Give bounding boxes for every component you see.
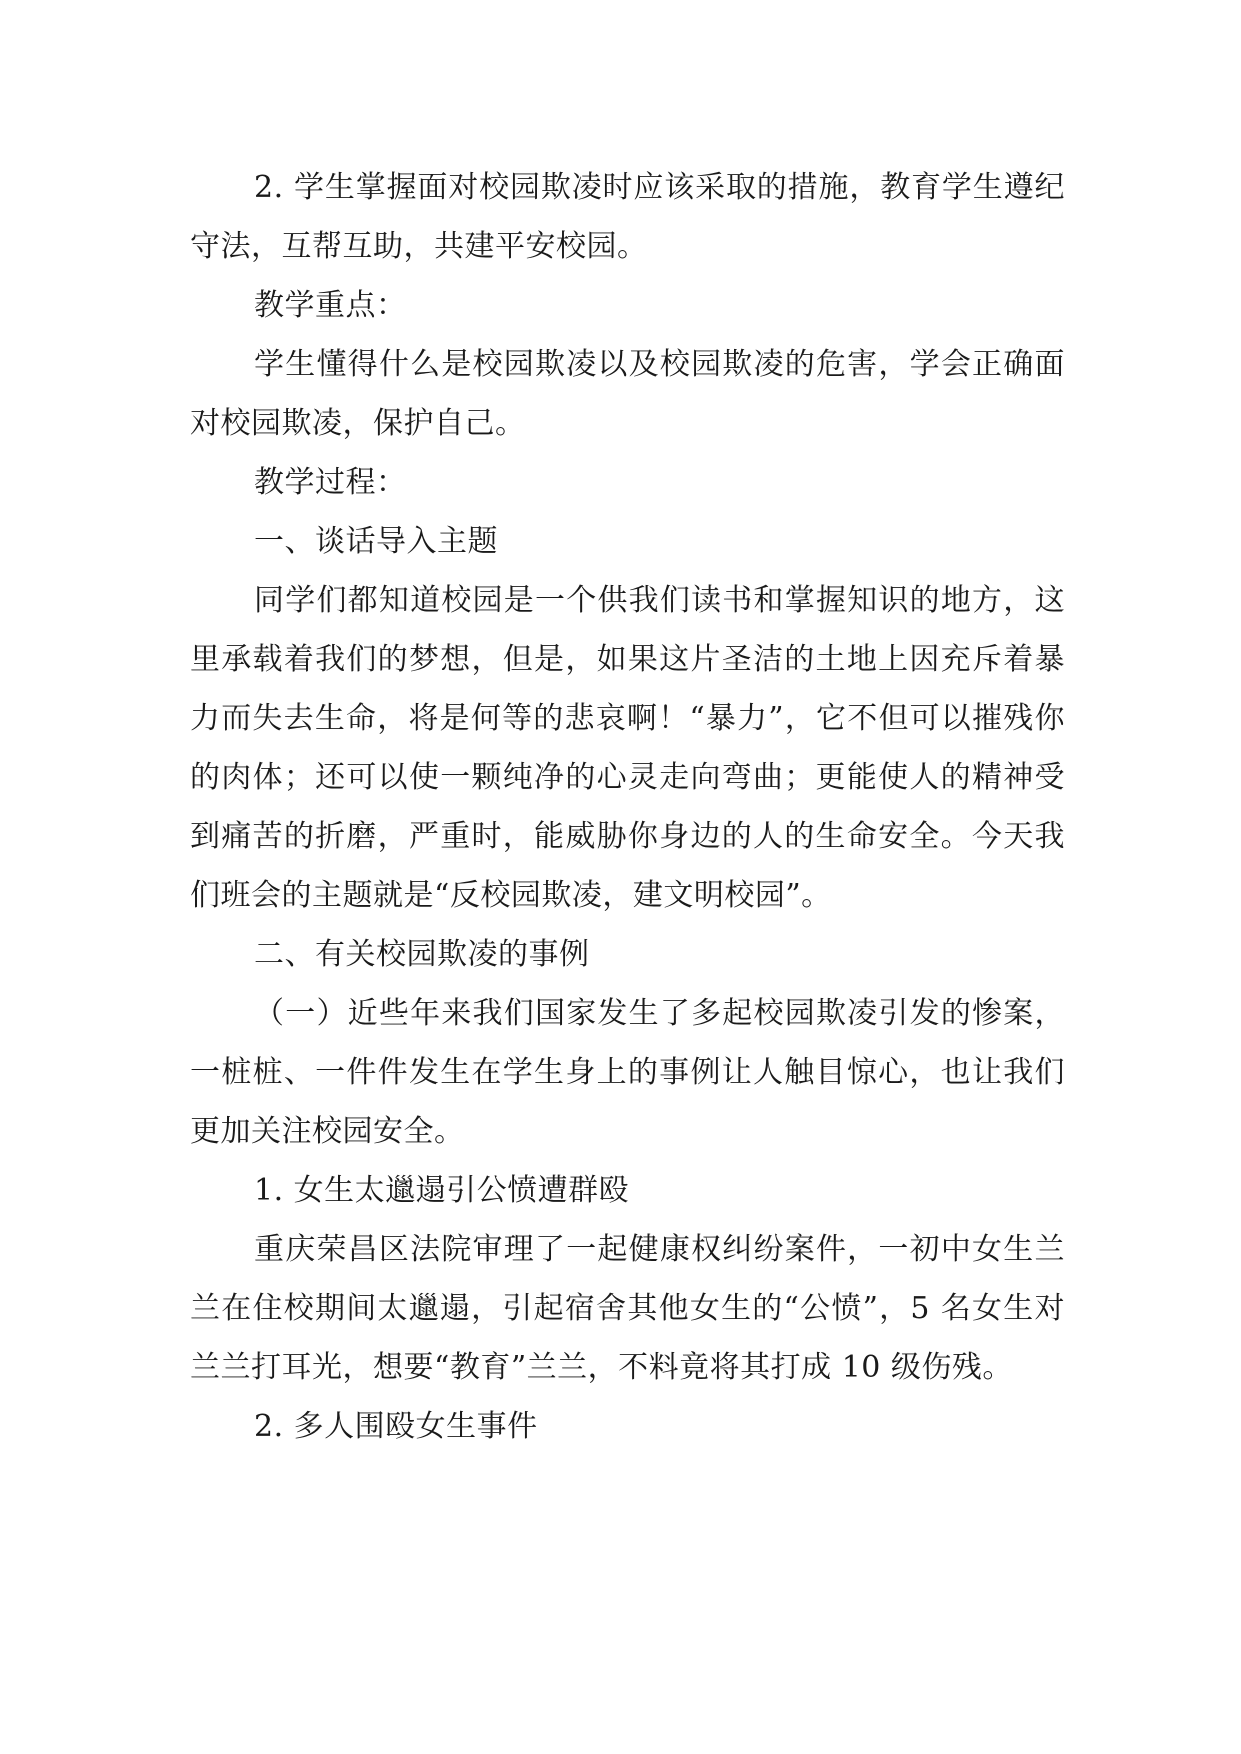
document-body [190,158,1065,1456]
heading-case-1: 1. 女生太邋遢引公愤遭群殴 [254,1173,630,1208]
paragraph-teaching-focus: 学生懂得什么是校园欺凌以及校园欺凌的危害，学会正确面对校园欺凌，保护自己。 [190,347,1065,441]
heading-section-2: 二、有关校园欺凌的事例 [254,937,590,972]
heading-teaching-process: 教学过程： [254,465,407,500]
paragraph-cases-intro: （一）近些年来我们国家发生了多起校园欺凌引发的惨案，一桩桩、一件件发生在学生身上的事例让人触目惊心，也让我们更加关注校园安全。 [190,996,1065,1149]
paragraph-objective-2: 2. 学生掌握面对校园欺凌时应该采取的措施，教育学生遵纪守法，互帮互助，共建平安校园。 [190,170,1065,264]
heading-section-1: 一、谈话导入主题 [254,524,498,559]
heading-teaching-focus: 教学重点： [254,288,407,323]
paragraph-introduction: 同学们都知道校园是一个供我们读书和掌握知识的地方，这里承载着我们的梦想，但是，如果这片圣洁的土地上因充斥着暴力而失去生命，将是何等的悲哀啊！“暴力”，它不但可以摧残你的肉体；还可以使一颗纯净的心灵走向弯曲；更能使人的精神受到痛苦的折磨，严重时，能威胁你身边的人的生命安全。今天我们班会的主题就是“反校园欺凌，建文明校园”。 [190,583,1065,913]
paragraph-case-1: 重庆荣昌区法院审理了一起健康权纠纷案件，一初中女生兰兰在住校期间太邋遢，引起宿舍其他女生的“公愤”，5 名女生对兰兰打耳光，想要“教育”兰兰，不料竟将其打成 10 级伤残。 [190,1232,1065,1385]
heading-case-2: 2. 多人围殴女生事件 [254,1409,538,1444]
